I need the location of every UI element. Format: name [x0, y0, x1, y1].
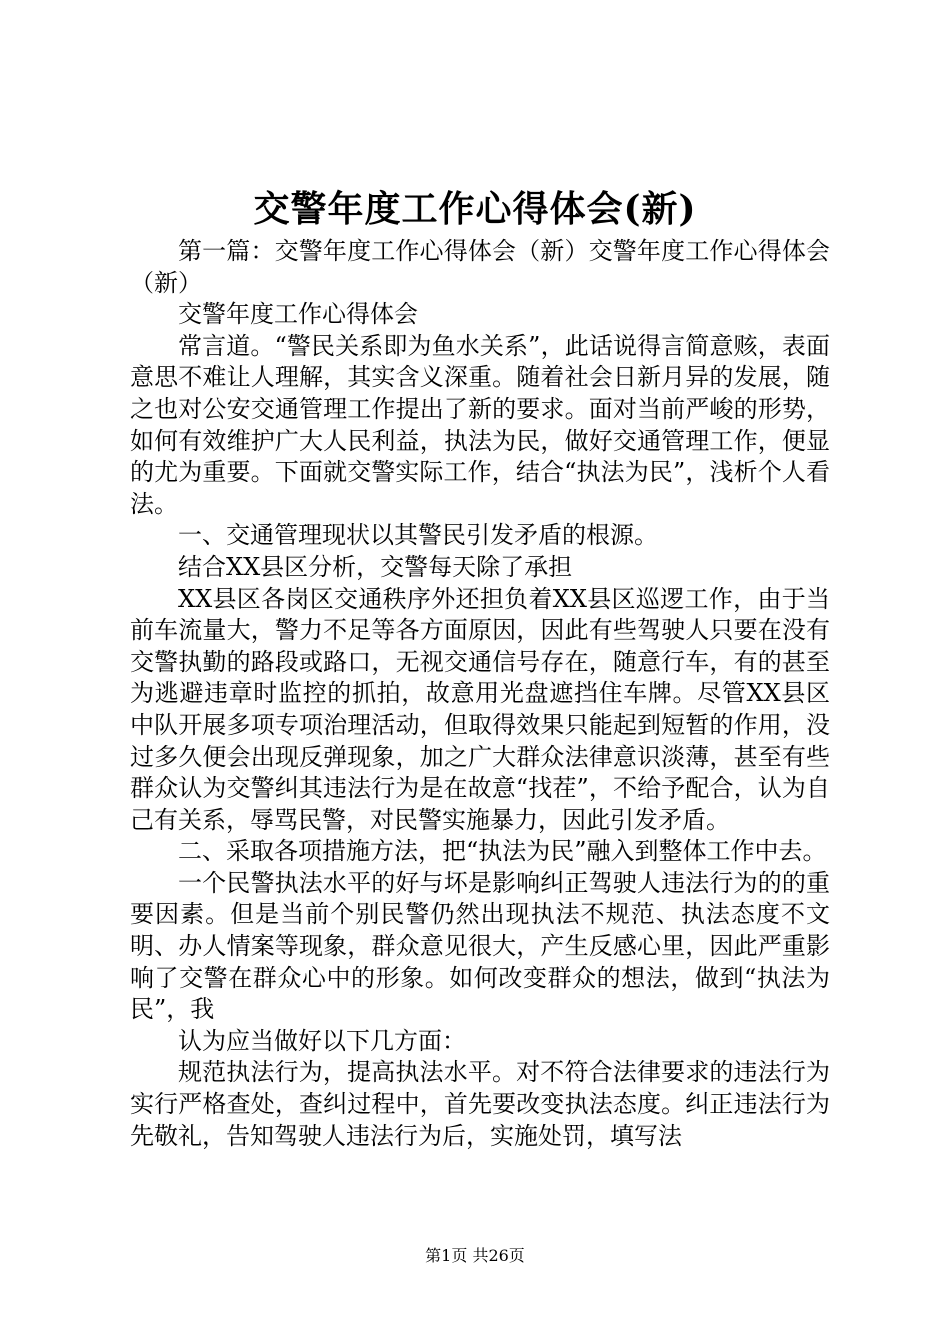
paragraph: 交警年度工作心得体会 — [178, 300, 418, 329]
paragraph: 结合XX县区分析，交警每天除了承担 — [178, 552, 573, 581]
document-body — [130, 236, 830, 1152]
paragraph: 第一篇：交警年度工作心得体会（新）交警年度工作心得体会（新） — [130, 237, 830, 297]
paragraph: XX县区各岗区交通秩序外还担负着XX县区巡逻工作，由于当前车流量大，警力不足等各方面原因，因此有些驾驶人只要在没有交警执勤的路段或路口，无视交通信号存在，随意行车，有的甚至为逃避违章时监控的抓拍，故意用光盘遮挡住车牌。尽管XX县区中队开展多项专项治理活动，但取得效果只能起到短暂的作用，没过多久便会出现反弹现象，加之广大群众法律意识淡薄，甚至有些群众认为交警纠其违法行为是在故意“找茬”，不给予配合，认为自己有关系，辱骂民警，对民警实施暴力，因此引发矛盾。 — [130, 584, 830, 834]
section-heading: 一、交通管理现状以其警民引发矛盾的根源。 — [178, 521, 658, 550]
page-footer: 第1页 共26页 — [425, 1246, 525, 1265]
paragraph: 常言道。“警民关系即为鱼水关系”，此话说得言简意赅，表面意思不难让人理解，其实含义深重。随着社会日新月异的发展，随之也对公安交通管理工作提出了新的要求。面对当前严峻的形势，如何有效维护广大人民利益，执法为民，做好交通管理工作，便显的尤为重要。下面就交警实际工作，结合“执法为民”，浅析个人看法。 — [130, 331, 830, 518]
paragraph: 规范执法行为，提高执法水平。对不符合法律要求的违法行为实行严格查处，查纠过程中，首先要改变执法态度。纠正违法行为先敬礼，告知驾驶人违法行为后，实施处罚，填写法 — [130, 1058, 830, 1150]
document-title: 交警年度工作心得体会(新) — [253, 188, 697, 230]
paragraph: 一个民警执法水平的好与坏是影响纠正驾驶人违法行为的的重要因素。但是当前个别民警仍然出现执法不规范、执法态度不文明、办人情案等现象，群众意见很大，产生反感心里，因此严重影响了交警在群众心中的形象。如何改变群众的想法，做到“执法为民”，我 — [130, 868, 830, 1024]
section-heading: 二、采取各项措施方法，把“执法为民”融入到整体工作中去。 — [178, 837, 827, 866]
paragraph: 认为应当做好以下几方面： — [178, 1026, 466, 1055]
